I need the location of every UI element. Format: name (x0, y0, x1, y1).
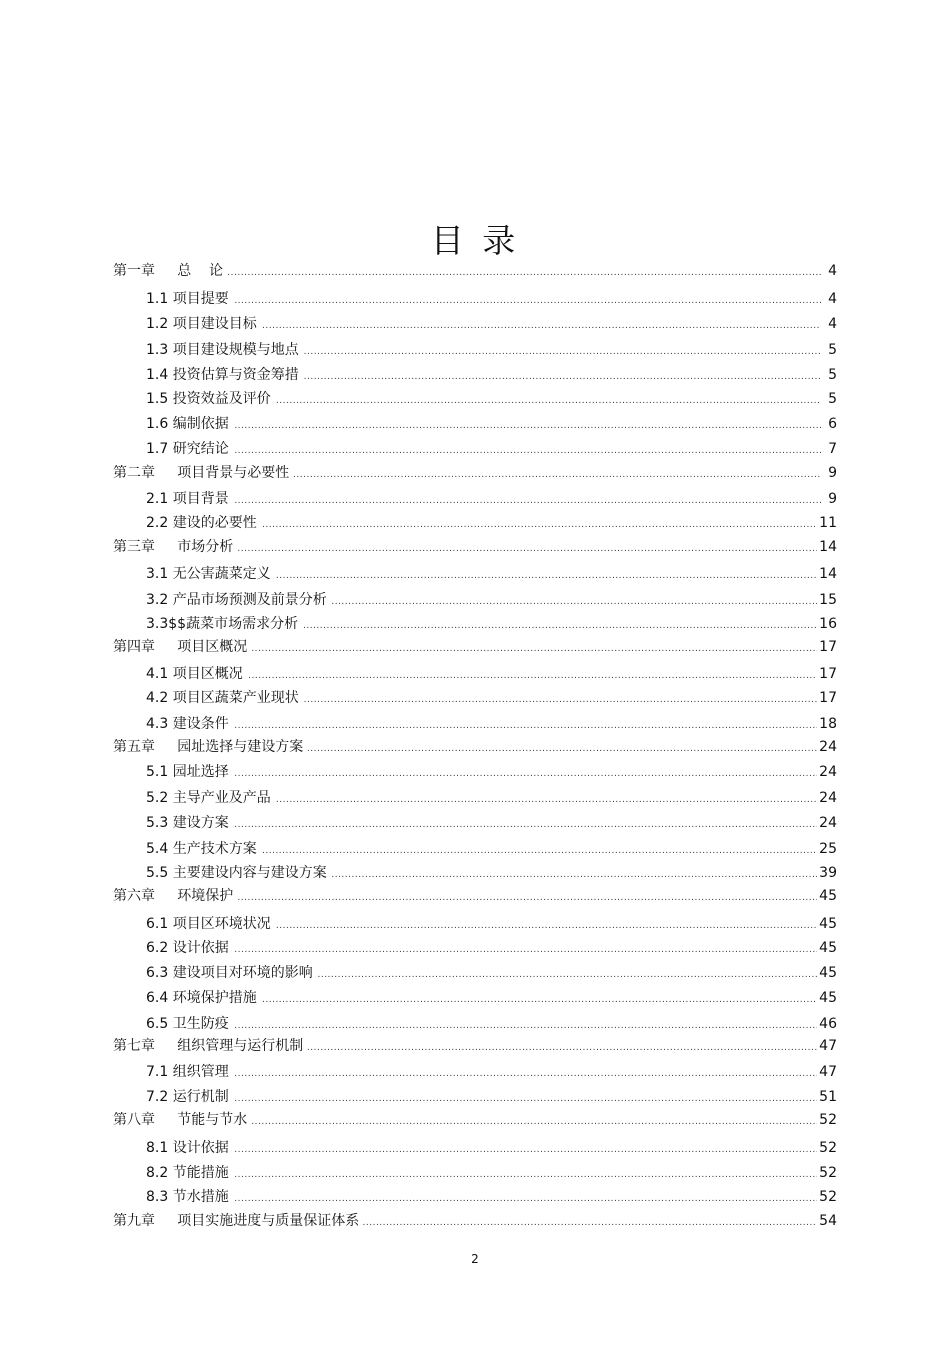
toc-entry-label: 4.2 项目区蔬菜产业现状 (146, 690, 299, 706)
toc-dot-leader (234, 440, 821, 460)
toc-dot-leader (307, 738, 817, 758)
toc-dot-leader (304, 689, 818, 709)
toc-section-entry[interactable] (146, 341, 837, 361)
toc-entry-label: 6.1 项目区环境状况 (146, 916, 271, 932)
toc-dot-leader (262, 989, 817, 1009)
toc-dot-leader (234, 1088, 817, 1108)
toc-entry-page: 17 (819, 639, 837, 655)
toc-dot-leader (234, 490, 821, 510)
toc-dot-leader (251, 638, 817, 658)
toc-entry-page: 24 (819, 815, 837, 831)
toc-section-entry[interactable] (146, 315, 837, 335)
toc-section-entry[interactable] (146, 840, 837, 860)
toc-entry-page: 24 (819, 790, 837, 806)
toc-chapter-entry[interactable] (113, 887, 837, 907)
toc-entry-page: 51 (819, 1089, 837, 1105)
toc-section-entry[interactable] (146, 939, 837, 959)
toc-entry-page: 14 (819, 566, 837, 582)
toc-entry-label: 第七章 组织管理与运行机制 (113, 1038, 304, 1054)
toc-entry-label: 第一章 总 论 (113, 263, 224, 279)
toc-section-entry[interactable] (146, 689, 837, 709)
toc-entry-label: 8.2 节能措施 (146, 1165, 229, 1181)
toc-section-entry[interactable] (146, 1188, 837, 1208)
toc-dot-leader (234, 814, 817, 834)
toc-section-entry[interactable] (146, 1015, 837, 1035)
toc-entry-page: 4 (828, 263, 837, 279)
toc-section-entry[interactable] (146, 864, 837, 884)
toc-dot-leader (234, 763, 817, 783)
toc-section-entry[interactable] (146, 789, 837, 809)
toc-section-entry[interactable] (146, 715, 837, 735)
toc-dot-leader (276, 915, 817, 935)
toc-entry-label: 第五章 园址选择与建设方案 (113, 739, 304, 755)
toc-entry-label: 1.2 项目建设目标 (146, 316, 257, 332)
page-title: 目 录 (430, 221, 520, 260)
toc-dot-leader (303, 615, 817, 635)
toc-section-entry[interactable] (146, 390, 837, 410)
toc-entry-page: 45 (819, 940, 837, 956)
toc-entry-label: 1.7 研究结论 (146, 441, 229, 457)
toc-entry-label: 5.4 生产技术方案 (146, 841, 257, 857)
toc-dot-leader (234, 939, 817, 959)
toc-dot-leader (262, 315, 821, 335)
toc-dot-leader (293, 464, 821, 484)
toc-entry-page: 11 (819, 515, 837, 531)
toc-chapter-entry[interactable] (113, 1037, 837, 1057)
toc-entry-label: 第四章 项目区概况 (113, 639, 248, 655)
toc-entry-label: 3.1 无公害蔬菜定义 (146, 566, 271, 582)
toc-entry-page: 47 (819, 1064, 837, 1080)
toc-entry-page: 15 (819, 592, 837, 608)
toc-dot-leader (276, 390, 821, 410)
toc-entry-label: 4.3 建设条件 (146, 716, 229, 732)
toc-entry-page: 4 (828, 291, 837, 307)
toc-entry-label: 第八章 节能与节水 (113, 1112, 248, 1128)
toc-entry-label: 8.3 节水措施 (146, 1189, 229, 1205)
toc-dot-leader (317, 964, 817, 984)
toc-dot-leader (262, 840, 817, 860)
toc-entry-label: 3.3$$蔬菜市场需求分析 (146, 616, 299, 632)
toc-section-entry[interactable] (146, 366, 837, 386)
toc-entry-label: 第三章 市场分析 (113, 539, 234, 555)
toc-chapter-entry[interactable] (113, 464, 837, 484)
toc-section-entry[interactable] (146, 440, 837, 460)
toc-entry-page: 6 (828, 416, 837, 432)
toc-entry-page: 14 (819, 539, 837, 555)
toc-entry-label: 6.4 环境保护措施 (146, 990, 257, 1006)
toc-entry-label: 1.4 投资估算与资金筹措 (146, 367, 299, 383)
toc-entry-page: 52 (819, 1112, 837, 1128)
toc-chapter-entry[interactable] (113, 738, 837, 758)
toc-dot-leader (234, 290, 821, 310)
toc-dot-leader (251, 1111, 817, 1131)
toc-chapter-entry[interactable] (113, 1111, 837, 1131)
toc-entry-label: 1.1 项目提要 (146, 291, 229, 307)
toc-entry-page: 45 (819, 888, 837, 904)
toc-dot-leader (234, 1015, 817, 1035)
toc-dot-leader (262, 514, 817, 534)
toc-dot-leader (234, 415, 821, 435)
toc-entry-page: 45 (819, 916, 837, 932)
toc-entry-page: 45 (819, 990, 837, 1006)
toc-section-entry[interactable] (146, 591, 837, 611)
toc-dot-leader (307, 1037, 817, 1057)
toc-section-entry[interactable] (146, 415, 837, 435)
toc-dot-leader (227, 262, 821, 282)
toc-entry-page: 52 (819, 1165, 837, 1181)
toc-section-entry[interactable] (146, 763, 837, 783)
toc-entry-page: 18 (819, 716, 837, 732)
toc-dot-leader (276, 789, 817, 809)
toc-entry-label: 1.3 项目建设规模与地点 (146, 342, 299, 358)
toc-chapter-entry[interactable] (113, 1212, 837, 1232)
toc-entry-label: 7.2 运行机制 (146, 1089, 229, 1105)
toc-entry-page: 52 (819, 1189, 837, 1205)
toc-entry-page: 17 (819, 690, 837, 706)
toc-chapter-entry[interactable] (113, 538, 837, 558)
toc-section-entry[interactable] (146, 915, 837, 935)
toc-entry-label: 2.1 项目背景 (146, 491, 229, 507)
toc-entry-label: 5.3 建设方案 (146, 815, 229, 831)
toc-section-entry[interactable] (146, 814, 837, 834)
toc-dot-leader (234, 1164, 817, 1184)
toc-entry-label: 第六章 环境保护 (113, 888, 234, 904)
toc-entry-page: 46 (819, 1016, 837, 1032)
toc-entry-page: 24 (819, 739, 837, 755)
toc-entry-label: 1.6 编制依据 (146, 416, 229, 432)
toc-entry-page: 9 (828, 491, 837, 507)
toc-entry-label: 5.5 主要建设内容与建设方案 (146, 865, 327, 881)
toc-section-entry[interactable] (146, 1139, 837, 1159)
toc-dot-leader (331, 591, 817, 611)
toc-section-entry[interactable] (146, 565, 837, 585)
toc-section-entry[interactable] (146, 964, 837, 984)
toc-section-entry[interactable] (146, 514, 837, 534)
toc-dot-leader (237, 538, 817, 558)
toc-entry-page: 54 (819, 1213, 837, 1229)
toc-entry-page: 24 (819, 764, 837, 780)
toc-section-entry[interactable] (146, 290, 837, 310)
toc-entry-label: 第九章 项目实施进度与质量保证体系 (113, 1213, 360, 1229)
toc-entry-label: 第二章 项目背景与必要性 (113, 465, 290, 481)
toc-dot-leader (234, 1188, 817, 1208)
toc-section-entry[interactable] (146, 490, 837, 510)
toc-entry-label: 3.2 产品市场预测及前景分析 (146, 592, 327, 608)
toc-entry-page: 45 (819, 965, 837, 981)
toc-section-entry[interactable] (146, 1164, 837, 1184)
toc-entry-page: 47 (819, 1038, 837, 1054)
toc-section-entry[interactable] (146, 665, 837, 685)
toc-dot-leader (234, 1139, 817, 1159)
toc-dot-leader (234, 1063, 817, 1083)
toc-entry-page: 5 (828, 342, 837, 358)
toc-entry-label: 5.2 主导产业及产品 (146, 790, 271, 806)
toc-entry-label: 2.2 建设的必要性 (146, 515, 257, 531)
toc-entry-page: 5 (828, 391, 837, 407)
toc-entry-label: 8.1 设计依据 (146, 1140, 229, 1156)
toc-chapter-entry[interactable] (113, 262, 837, 282)
toc-dot-leader (304, 341, 821, 361)
toc-chapter-entry[interactable] (113, 638, 837, 658)
toc-entry-label: 7.1 组织管理 (146, 1064, 229, 1080)
toc-entry-label: 1.5 投资效益及评价 (146, 391, 271, 407)
toc-entry-page: 25 (819, 841, 837, 857)
toc-dot-leader (276, 565, 817, 585)
toc-entry-page: 52 (819, 1140, 837, 1156)
toc-entry-label: 6.2 设计依据 (146, 940, 229, 956)
toc-dot-leader (331, 864, 817, 884)
toc-entry-page: 17 (819, 666, 837, 682)
toc-dot-leader (234, 715, 817, 735)
toc-entry-label: 5.1 园址选择 (146, 764, 229, 780)
toc-entry-page: 5 (828, 367, 837, 383)
toc-dot-leader (363, 1212, 818, 1232)
toc-section-entry[interactable] (146, 615, 837, 635)
toc-entry-page: 9 (828, 465, 837, 481)
toc-dot-leader (237, 887, 817, 907)
toc-entry-label: 6.5 卫生防疫 (146, 1016, 229, 1032)
toc-entry-page: 7 (828, 441, 837, 457)
toc-entry-label: 4.1 项目区概况 (146, 666, 243, 682)
toc-section-entry[interactable] (146, 1088, 837, 1108)
toc-entry-page: 39 (819, 865, 837, 881)
toc-entry-page: 4 (828, 316, 837, 332)
toc-entry-label: 6.3 建设项目对环境的影响 (146, 965, 313, 981)
page-number: 2 (471, 1252, 479, 1266)
toc-section-entry[interactable] (146, 989, 837, 1009)
toc-dot-leader (248, 665, 817, 685)
toc-entry-page: 16 (819, 616, 837, 632)
toc-dot-leader (304, 366, 821, 386)
toc-section-entry[interactable] (146, 1063, 837, 1083)
